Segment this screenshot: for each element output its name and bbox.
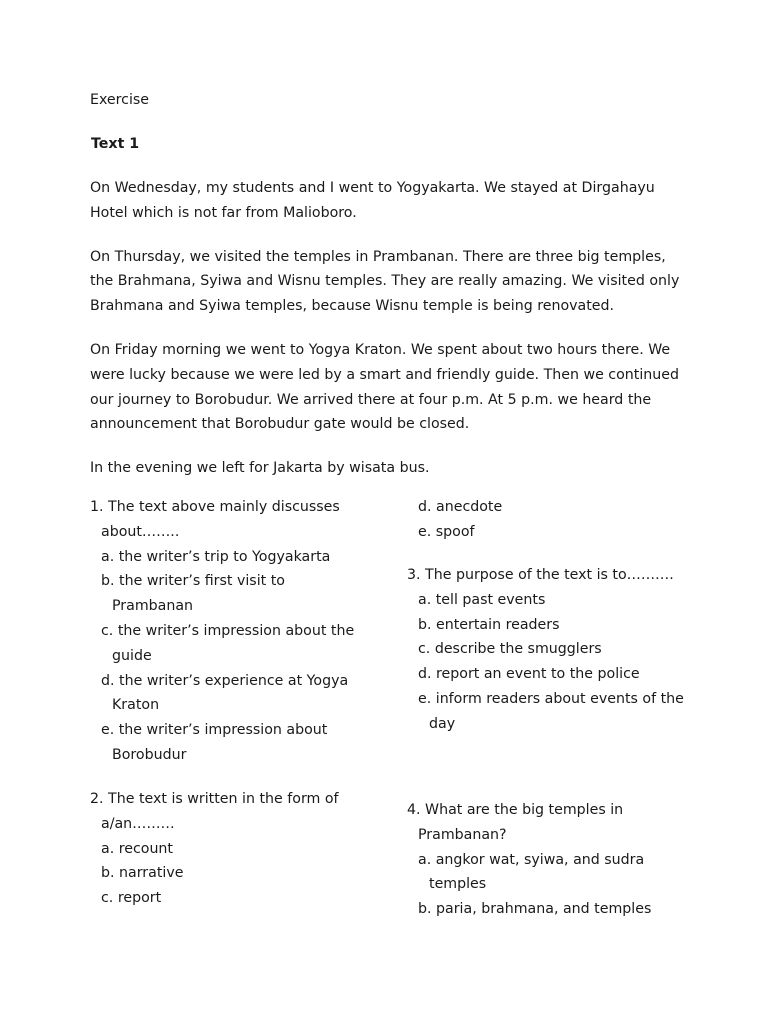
passage-paragraph: In the evening we left for Jakarta by wisata bus. xyxy=(90,460,430,477)
passage-paragraph: On Friday morning we went to Yogya Kraton. We spent about two hours there. We were lucky because we were led by a smart and friendly guide. Then we continued our journey to Borobudur. We arrived there at four p.m. At 5 p.m. we heard the announcement that Borobudur gate would be closed. xyxy=(90,341,680,433)
question-stem: 4. What are the big temples in Prambanan? xyxy=(407,802,624,843)
answer-option: e. inform readers about events of the day xyxy=(418,690,684,732)
exercise-heading: Exercise xyxy=(90,92,150,108)
answer-option: e. the writer’s impression about Borobudur xyxy=(101,722,328,763)
answer-option: b. paria, brahmana, and temples xyxy=(418,901,652,918)
question-stem: 3. The purpose of the text is to………. xyxy=(407,567,674,583)
question-stem: 1. The text above mainly discusses about…….. xyxy=(90,499,340,540)
answer-option: c. report xyxy=(101,890,162,907)
question-stem: 2. The text is written in the form of a/an……… xyxy=(90,791,339,832)
answer-option: e. spoof xyxy=(418,523,475,540)
answer-option: c. the writer’s impression about the guide xyxy=(101,622,355,664)
answer-option: b. the writer’s first visit to Prambanan xyxy=(101,573,285,615)
passage-paragraph: On Thursday, we visited the temples in Prambanan. There are three big temples, the Brahmana, Syiwa and Wisnu temples. They are really amazing. We visited only Brahmana and Syiwa temples, because Wisnu temple is being renovated. xyxy=(90,248,680,315)
question-2-continued xyxy=(407,495,697,545)
answer-option: d. the writer’s experience at Yogya Kraton xyxy=(101,672,349,714)
answer-option: b. entertain readers xyxy=(418,616,560,633)
answer-option: d. anecdote xyxy=(418,499,503,515)
reading-passage xyxy=(90,176,690,500)
question-4 xyxy=(407,798,667,922)
text-title: Text 1 xyxy=(91,136,140,152)
answer-option: a. angkor wat, syiwa, and sudra temples xyxy=(418,851,645,893)
question-3 xyxy=(407,563,697,737)
answer-option: a. tell past events xyxy=(418,591,546,608)
question-1 xyxy=(90,495,370,768)
answer-option: c. describe the smugglers xyxy=(418,641,602,658)
answer-option: a. the writer’s trip to Yogyakarta xyxy=(101,548,331,565)
passage-paragraph: On Wednesday, my students and I went to Yogyakarta. We stayed at Dirgahayu Hotel which is not far from Malioboro. xyxy=(90,180,655,221)
question-2 xyxy=(90,787,370,911)
answer-option: d. report an event to the police xyxy=(418,666,640,683)
answer-option: a. recount xyxy=(101,840,173,857)
answer-option: b. narrative xyxy=(101,865,184,882)
